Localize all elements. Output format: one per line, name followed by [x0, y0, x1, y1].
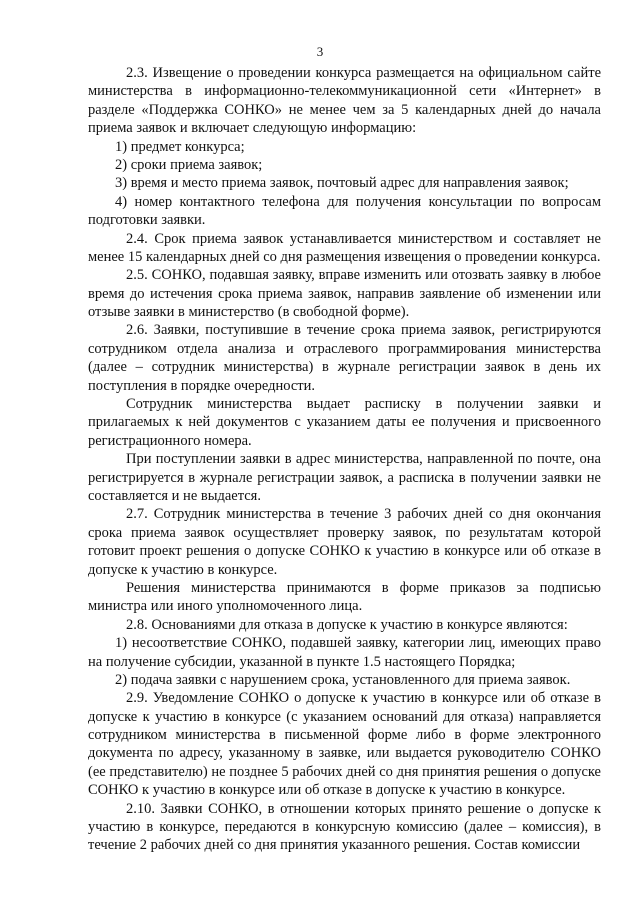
list-item: 2) подача заявки с нарушением срока, установленного для приема заявок. [115, 671, 571, 688]
list-item: 2) сроки приема заявок; [115, 156, 263, 173]
paragraph: 2.7. Сотрудник министерства в течение 3 рабочих дней со дня окончания срока приема заявок осуществляет проверку заявок, по результатам которой готовит проект решения о допуске СОНКО к участию в конкурсе или об отказе в допуске к участию в конкурсе. [88, 506, 601, 578]
paragraph: 2.4. Срок приема заявок устанавливается министерством и составляет не менее 15 календарных дней со дня размещения извещения о проведении конкурса. [88, 230, 601, 265]
document-body [88, 64, 601, 855]
paragraph: Решения министерства принимаются в форме приказов за подписью министра или иного уполномоченного лица. [88, 579, 601, 615]
list-item: 1) несоответствие СОНКО, подавшей заявку, категории лиц, имеющих право на получение субсидии, указанной в пункте 1.5 настоящего Порядка; [88, 635, 601, 670]
paragraph: При поступлении заявки в адрес министерства, направленной по почте, она регистрируется в журнале регистрации заявок, а расписка в получении заявки не составляется и не выдается. [88, 451, 601, 504]
paragraph: 2.9. Уведомление СОНКО о допуске к участию в конкурсе или об отказе в допуске к участию в конкурсе (с указанием оснований для отказа) направляется сотрудником министерства в письменной форме либо в форме электронного документа по адресу, указанному в заявке, или выдается руководителю СОНКО (ее представителю) не позднее 5 рабочих дней со дня принятия решения о допуске СОНКО к участию в конкурсе или об отказе в допуске к участию в конкурсе. [88, 690, 601, 799]
paragraph: 2.5. СОНКО, подавшая заявку, вправе изменить или отозвать заявку в любое время до истечения срока приема заявок, направив заявление об изменении или отзыве заявки в министерство (в свободной форме). [88, 267, 601, 321]
paragraph: 2.8. Основаниями для отказа в допуске к участию в конкурсе являются: [126, 616, 568, 633]
paragraph: 2.3. Извещение о проведении конкурса размещается на официальном сайте министерства в информационно-телекоммуникационной сети «Интернет» в разделе «Поддержка СОНКО» не менее чем за 5 календарных дней до начала приема заявок и включает следующую информацию: [88, 65, 601, 137]
paragraph: Сотрудник министерства выдает расписку в получении заявки и прилагаемых к ней документов с указанием даты ее получения и присвоенного регистрационного номера. [88, 396, 601, 449]
list-item: 1) предмет конкурса; [115, 138, 245, 155]
paragraph: 2.10. Заявки СОНКО, в отношении которых принято решение о допуске к участию в конкурсе, передаются в конкурсную комиссию (далее – комиссия), в течение 2 рабочих дней со дня принятия указанного решения. Состав комиссии [88, 800, 601, 854]
list-item: 4) номер контактного телефона для получения консультации по вопросам подготовки заявки. [88, 193, 601, 229]
list-item: 3) время и место приема заявок, почтовый адрес для направления заявок; [115, 175, 569, 192]
page-number: 3 [316, 44, 324, 59]
paragraph: 2.6. Заявки, поступившие в течение срока приема заявок, регистрируются сотрудником отдела анализа и отраслевого программирования министерства (далее – сотрудник министерства) в журнале регистрации заявок в день их поступления в порядке очередности. [88, 322, 601, 394]
